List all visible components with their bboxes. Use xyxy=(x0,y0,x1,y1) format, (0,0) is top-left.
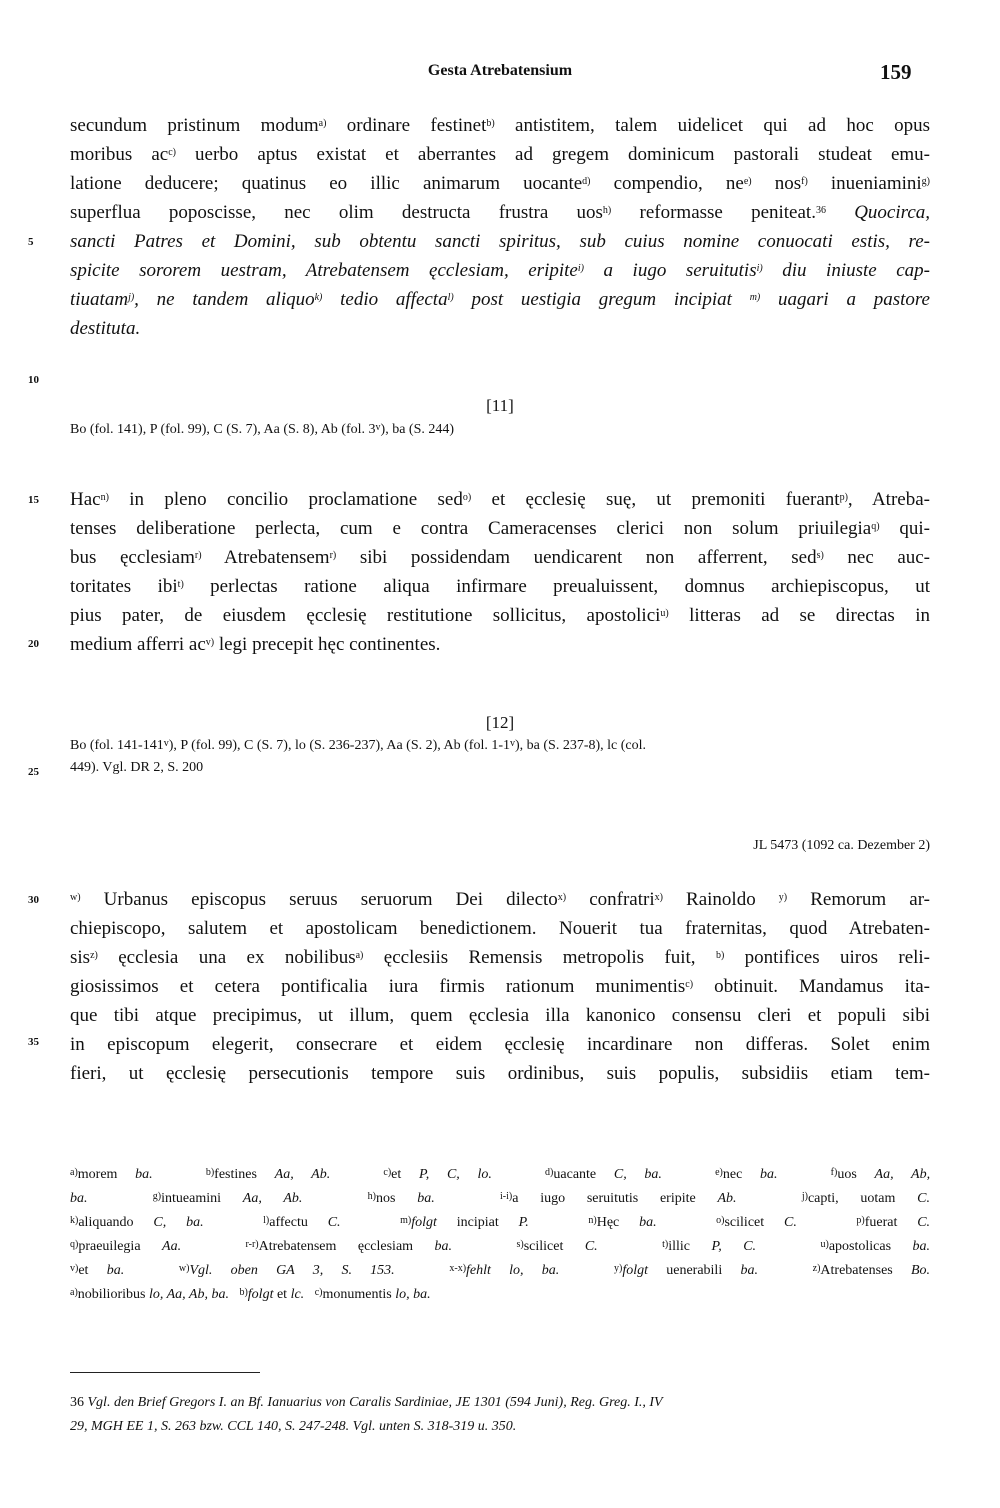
text-line: toritates ibi$^{t)}$ perlectas ratione aliqua infirmare preualuissent, domnus archiepiscopus, ut xyxy=(70,576,930,597)
text-line: superflua poposcisse, nec olim destructa frustra uos$^{h)}$ reformasse peniteat.$^{36}$ Quocirca, xyxy=(70,202,931,223)
line-number: 10 xyxy=(28,374,39,386)
text-line: tenses deliberatione perlecta, cum e contra Cameracenses clerici non solum priuilegia$^{q)}$ qui- xyxy=(70,518,931,539)
text-line: giosissimos et cetera pontificalia iura firmis rationum munimentis$^{c)}$ obtinuit. Mandamus ita- xyxy=(70,976,930,997)
source-list: Bo (fol. 141-141$^v$), P (fol. 99), C (S. 7), lo (S. 236-237), Aa (S. 2), Ab (fol. 1-1$^v$), ba (S. 237-8), lc (col. xyxy=(70,738,647,753)
text-line: pius pater, de eiusdem ęcclesię restitutione sollicitus, apostolici$^{u)}$ litteras ad se directas in xyxy=(70,605,930,626)
apparatus-line: $^{v)}$et ba. $^{w)}$Vgl. oben GA 3, S. 153. $^{x-x)}$fehlt lo, ba. $^{y)}$folgt uenerabili ba. $^{z)}$Atrebatenses Bo. xyxy=(70,1263,931,1278)
text-line: spicite sororem uestram, Atrebatensem ęcclesiam, eripite$^{i)}$ a iugo seruitutis$^{i)}$ diu iniuste cap- xyxy=(70,260,931,281)
apparatus-line: ba. $^{g)}$intueamini Aa, Ab. $^{h)}$nos ba. $^{i-i)}$a iugo seruitutis eripite Ab. $^{j)}$capti, uotam C. xyxy=(70,1191,931,1206)
text-line: medium afferri $ac^{v)}$ legi precepit hęc continentes. xyxy=(70,634,441,655)
text-line: destituta. xyxy=(70,318,141,339)
text-line: chiepiscopo, salutem et apostolicam benedictionem. Nouerit tua fraternitas, quod Atrebaten- xyxy=(70,918,930,939)
text-line: secundum pristinum modum$^{a)}$ ordinare festinet$^{b)}$ antistitem, talem uidelicet qui ad hoc opus xyxy=(70,115,930,136)
text-line: moribus $ac^{c)}$ uerbo aptus existat et aberrantes ad gregem dominicum pastorali studeat emu- xyxy=(70,144,930,165)
text-line: in episcopum elegerit, consecrare et eidem ęcclesię incardinare non differas. Solet enim xyxy=(70,1034,930,1055)
source-list: 449). Vgl. DR 2, S. 200 xyxy=(70,760,204,775)
footnote-line: 36 Vgl. den Brief Gregors I. an Bf. Ianuarius von Caralis Sardiniae, JE 1301 (594 Juni), Reg. Greg. I., IV xyxy=(70,1395,663,1410)
text-line: sancti Patres et Domini, sub obtentu sancti spiritus, sub cuius nomine conuocati estis, re- xyxy=(70,231,930,252)
section-number: [12] xyxy=(485,713,515,732)
line-number: 5 xyxy=(28,236,34,248)
page-number: 159 xyxy=(880,60,912,84)
text-line: sis$^{z)}$ ęcclesia una ex nobilibus$^{a)}$ ęcclesiis Remensis metropolis fuit, $^{b)}$ pontifices uiros reli- xyxy=(70,947,931,968)
apparatus-line: $^{q)}$praeuilegia Aa. $^{r-r)}$Atrebatensem ęcclesiam ba. $^{s)}$scilicet C. $^{t)}$illic P, C. $^{u)}$apostolicas ba. xyxy=(70,1239,931,1254)
footnote-line: 29, MGH EE 1, S. 263 bzw. CCL 140, S. 247-248. Vgl. unten S. 318-319 u. 350. xyxy=(70,1419,517,1434)
text-line: fieri, ut ęcclesię persecutionis tempore suis ordinibus, suis populis, subsidiis etiam tem- xyxy=(70,1063,930,1084)
line-number: 35 xyxy=(28,1036,39,1048)
section-number: [11] xyxy=(486,396,514,415)
apparatus-line: $^{k)}$aliquando C, ba. $^{l)}$affectu C. $^{m)}$folgt incipiat P. $^{n)}$Hęc ba. $^{o)}$scilicet C. $^{p)}$fuerat C. xyxy=(70,1215,931,1230)
text-line: $^{w)}$ Urbanus episcopus seruus seruorum Dei dilecto$^{x)}$ confratri$^{x)}$ Rainoldo $^{y)}$ Remorum ar- xyxy=(70,889,930,910)
footnote-divider xyxy=(70,1372,260,1373)
line-number: 20 xyxy=(28,638,39,650)
text-line: latione deducere; quatinus eo illic animarum uocante$^{d)}$ compendio, $ne^{e)}$ nos$^{f)}$ inueniamini$^{g)}$ xyxy=(70,173,931,194)
apparatus-line: $^{a)}$nobilioribus lo, Aa, Ab, ba. $^{b)}$folgt et lc. $^{c)}$monumentis lo, ba. xyxy=(70,1287,431,1302)
text-line: Hac$^{n)}$ in pleno concilio proclamatione sed$^{o)}$ et ęcclesię suę, ut premoniti fuerant$^{p)}$, Atreba- xyxy=(70,489,930,510)
source-list: Bo (fol. 141), P (fol. 99), C (S. 7), Aa (S. 8), Ab (fol. 3$^v$), ba (S. 244) xyxy=(70,422,455,437)
line-number: 30 xyxy=(28,894,39,906)
text-line: bus ęcclesiam$^{r)}$ Atrebatensem$^{r)}$ sibi possidendam uendicarent non afferrent, sed$^{s)}$ nec auc- xyxy=(70,547,931,568)
text-line: tiuatam$^{j)}$, ne tandem aliquo$^{k)}$ tedio affecta$^{l)}$ post uestigia gregum incipiat $^{m)}$ uagari a pastore xyxy=(70,289,930,310)
jl-reference: JL 5473 (1092 ca. Dezember 2) xyxy=(753,838,930,853)
line-number: 25 xyxy=(28,766,39,778)
text-line: que tibi atque precipimus, ut illum, quem ęcclesia illa kanonico consensu cleri et populi sibi xyxy=(70,1005,930,1026)
apparatus-line: $^{a)}$morem ba. $^{b)}$festines Aa, Ab. $^{c)}$et P, C, lo. $^{d)}$uacante C, ba. $^{e)}$nec ba. $^{f)}$uos Aa, Ab, xyxy=(70,1167,931,1182)
running-header: Gesta Atrebatensium xyxy=(427,62,573,79)
line-number: 15 xyxy=(28,494,39,506)
